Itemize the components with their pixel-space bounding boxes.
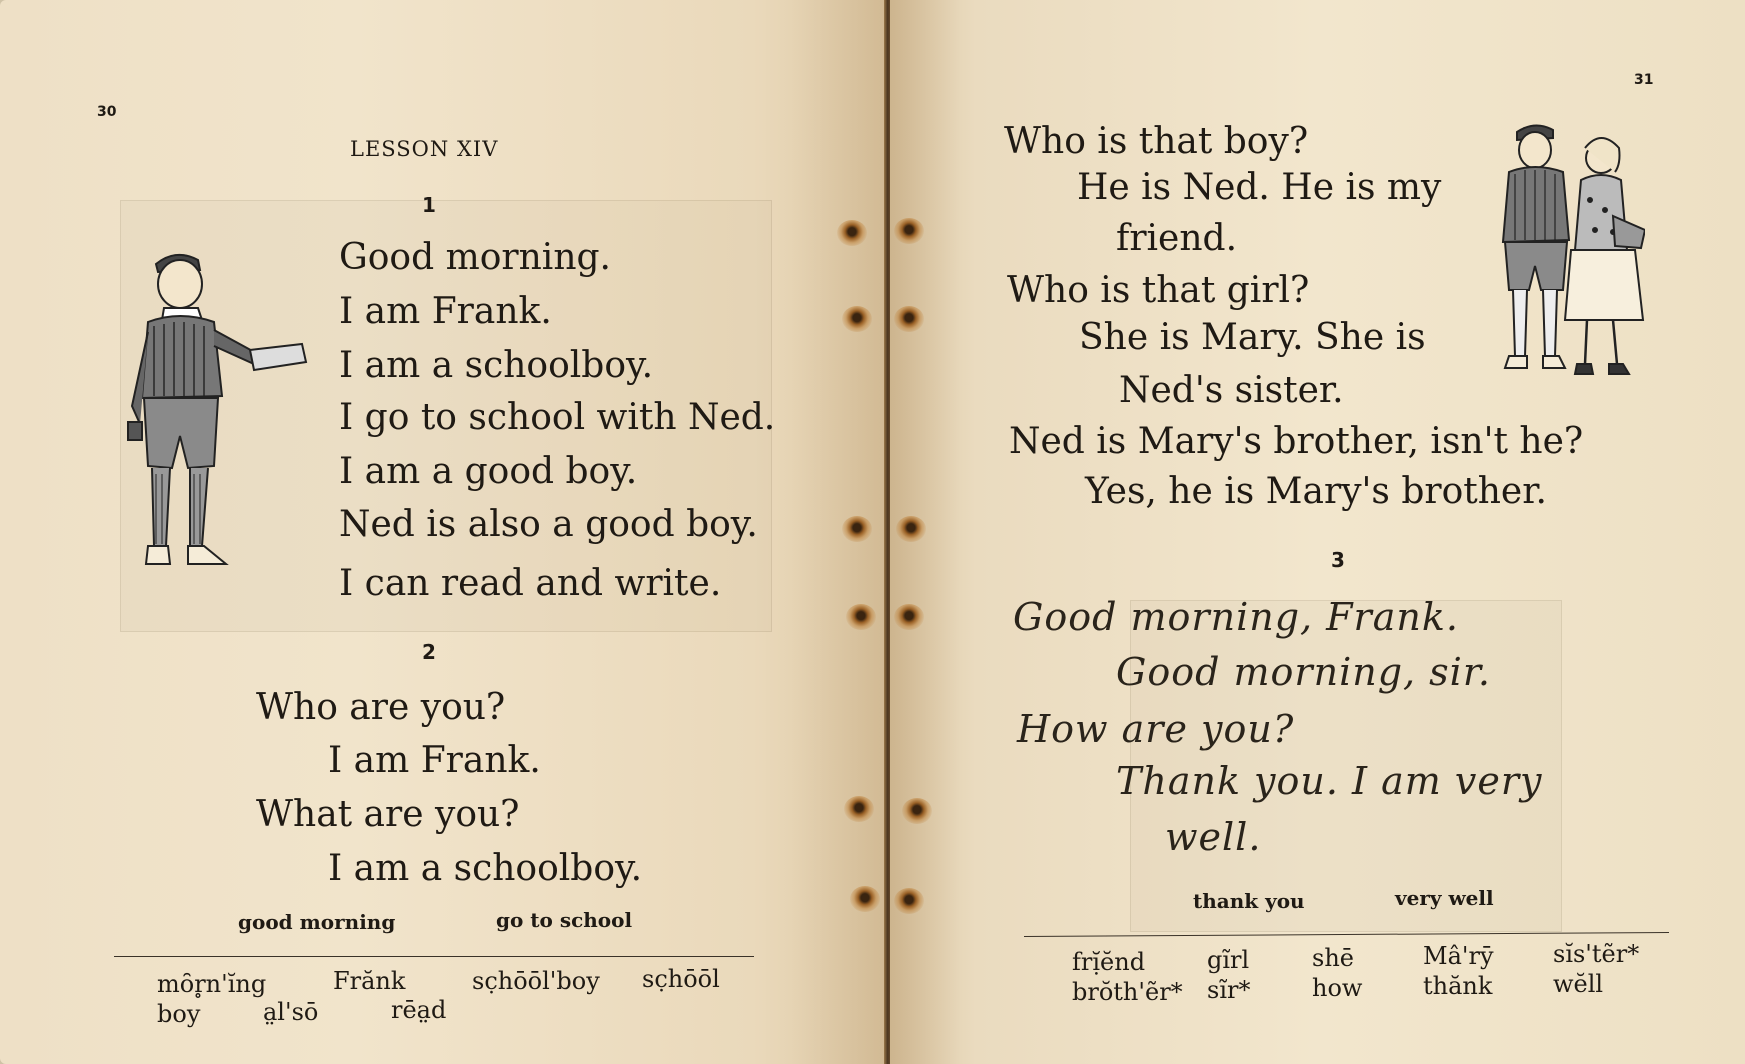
vocab-word: a̤l'sō (263, 998, 319, 1026)
script-line: Thank you. I am very (1116, 759, 1543, 803)
text-line: I go to school with Ned. (339, 397, 776, 438)
text-line: He is Ned. He is my (1077, 167, 1442, 208)
text-line: I am Frank. (328, 740, 541, 781)
vocab-word: frị̆ĕnd (1072, 948, 1146, 976)
text-line: I am a schoolboy. (328, 848, 643, 889)
vocab-word: boy (157, 1000, 201, 1028)
text-line: Good morning. (339, 237, 611, 278)
script-line: Good morning, sir. (1116, 650, 1491, 694)
text-line: I can read and write. (339, 563, 722, 604)
right-page (890, 0, 1745, 1064)
text-line: Ned's sister. (1119, 370, 1344, 411)
divider (114, 956, 754, 957)
phrase: go to school (496, 908, 633, 932)
page-number: 30 (97, 104, 117, 120)
text-line: Ned is Mary's brother, isn't he? (1009, 421, 1584, 462)
vocab-word: gĩrl (1207, 946, 1250, 974)
page-number: 31 (1634, 72, 1654, 88)
vocab-word: Mâ'rȳ (1423, 942, 1494, 970)
section-number: 1 (422, 193, 436, 217)
text-line: Who are you? (256, 687, 506, 728)
script-line: How are you? (1017, 707, 1295, 751)
stitch-hole (842, 516, 872, 542)
vocab-word: thănk (1423, 972, 1493, 1000)
text-line: Who is that girl? (1007, 270, 1310, 311)
vocab-word: shē (1312, 944, 1354, 972)
vocab-word: sc̣hōōl (642, 965, 720, 993)
vocab-word: rēa̤d (391, 996, 447, 1024)
text-line: I am Frank. (339, 291, 552, 332)
script-line: Good morning, Frank. (1013, 595, 1459, 639)
text-line: I am a good boy. (339, 451, 638, 492)
divider (1024, 932, 1669, 937)
text-line: She is Mary. She is (1079, 317, 1426, 358)
stitch-hole (894, 218, 924, 244)
lesson-title: LESSON XIV (350, 137, 499, 161)
stitch-hole (837, 220, 867, 246)
stitch-hole (894, 888, 924, 914)
vocab-word: brŏth'ẽr* (1072, 978, 1183, 1006)
phrase: good morning (238, 910, 396, 934)
script-line: well. (1165, 815, 1262, 859)
phrase: thank you (1193, 889, 1305, 913)
vocab-word: sĩr* (1207, 976, 1251, 1004)
section-number: 3 (1331, 548, 1345, 572)
stitch-hole (902, 798, 932, 824)
boy-and-girl-illustration (1495, 120, 1645, 395)
vocab-word: how (1312, 974, 1363, 1002)
vocab-word: sĭs'tẽr* (1553, 940, 1640, 968)
text-line: What are you? (256, 794, 520, 835)
vocab-word: sc̣hōōl'boy (472, 967, 600, 995)
stitch-hole (844, 796, 874, 822)
schoolboy-illustration (118, 246, 328, 616)
text-line: friend. (1116, 218, 1238, 259)
vocab-word: wĕll (1553, 970, 1604, 998)
stitch-hole (894, 604, 924, 630)
text-line: Yes, he is Mary's brother. (1085, 471, 1547, 512)
stitch-hole (846, 604, 876, 630)
stitch-hole (850, 886, 880, 912)
section-number: 2 (422, 640, 436, 664)
stitch-hole (894, 306, 924, 332)
text-line: Who is that boy? (1004, 121, 1309, 162)
vocab-word: Frănk (333, 967, 406, 995)
stitch-hole (896, 516, 926, 542)
text-line: I am a schoolboy. (339, 345, 654, 386)
stitch-hole (842, 306, 872, 332)
text-line: Ned is also a good boy. (339, 504, 758, 545)
vocab-word: mȏr̥n'ĭng (157, 970, 267, 998)
phrase: very well (1395, 886, 1494, 910)
